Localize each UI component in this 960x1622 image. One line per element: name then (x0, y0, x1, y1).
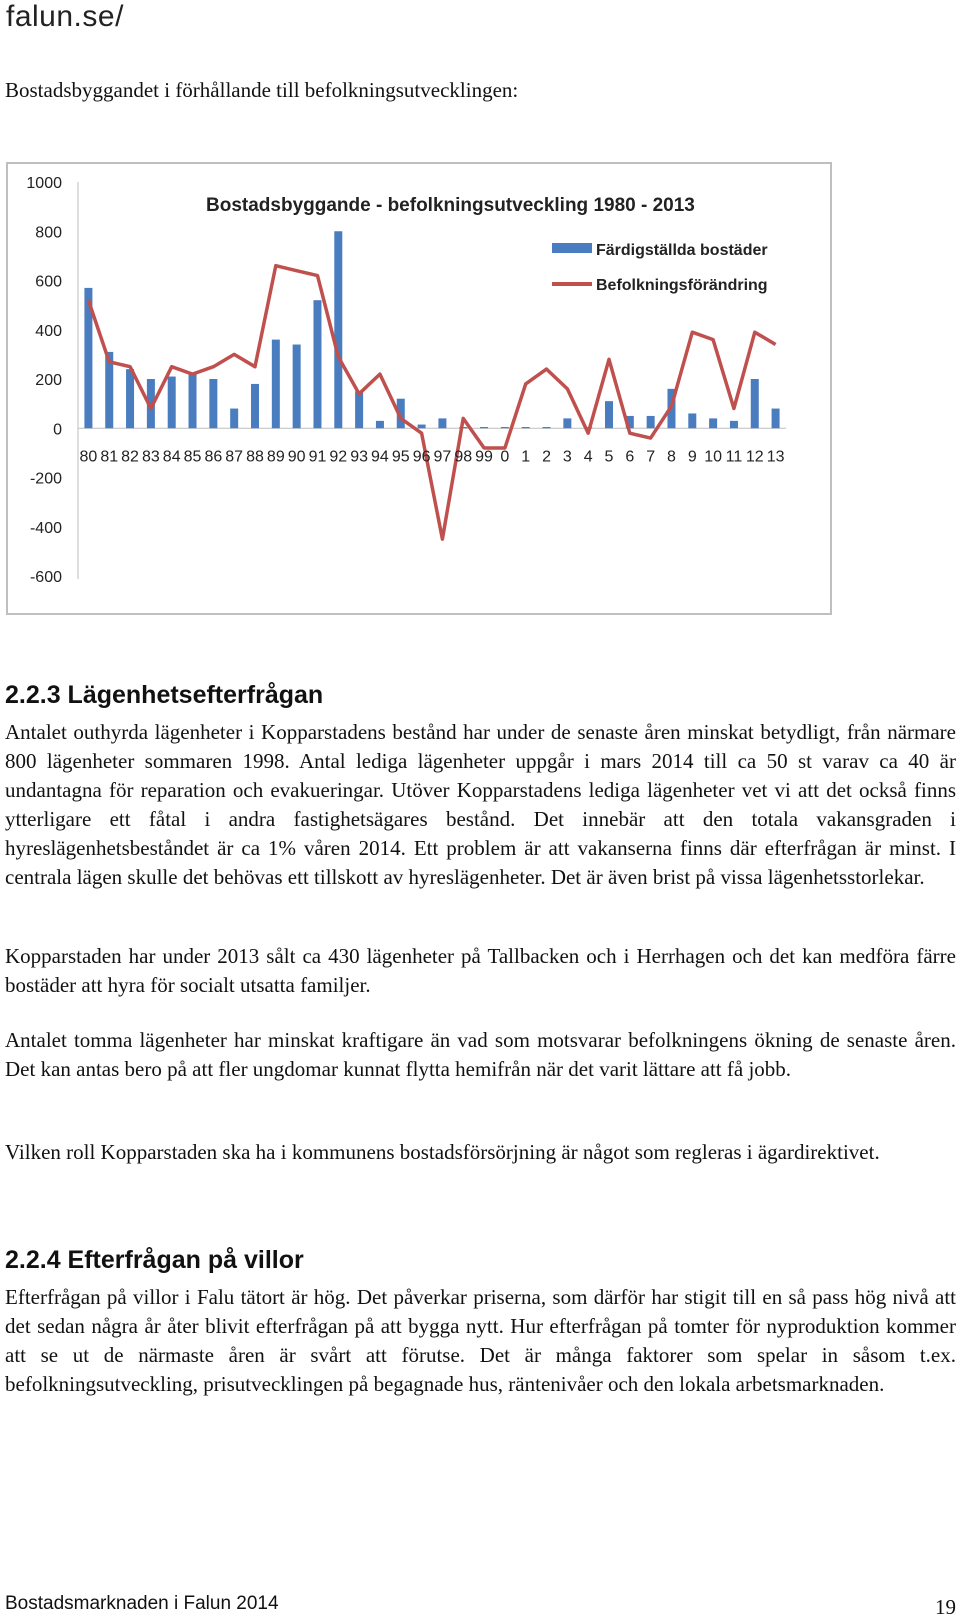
bar-99 (480, 427, 488, 428)
x-tick-label: 84 (162, 448, 181, 466)
x-tick-label: 93 (350, 448, 369, 466)
bar-5 (605, 401, 613, 428)
x-tick-label: 5 (604, 448, 614, 466)
y-tick-label: 800 (35, 224, 62, 242)
paragraph-vakanser: Antalet outhyrda lägenheter i Kopparstadens bestånd har under de senaste åren minskat betydligt, från närmare 800 lägenheter sommaren 1998. Antal lediga lägenheter uppgår i mars 2014 till ca 50 st varav ca 40 är undantagna för reparation och evakueringar. Utöver Kopparstadens lediga lägenheter vet vi att det också finns ytterligare ett fåtal i andra fastighetsägares bestånd. Det innebär att den totala vakansgraden i hyreslägenhetsbeståndet är ca 1% våren 2014. Ett problem är att vakanserna finns där efterfrågan är minst. I centrala lägen skulle det behövas ett tillskott av hyreslägenheter. Det är även brist på vissa lägenhetsstorlekar. (5, 720, 956, 889)
bar-94 (376, 421, 384, 428)
x-tick-label: 99 (475, 448, 493, 466)
x-tick-label: 91 (308, 448, 327, 466)
bar-10 (709, 418, 717, 428)
bar-11 (730, 421, 738, 428)
bar-13 (772, 409, 780, 429)
bar-90 (293, 345, 301, 429)
y-tick-label: 400 (35, 322, 62, 340)
y-tick-label: 200 (35, 372, 62, 389)
bar-7 (647, 416, 655, 428)
x-tick-label: 10 (704, 448, 723, 466)
bar-89 (272, 340, 280, 429)
bar-92 (334, 231, 342, 428)
x-tick-label: 6 (625, 448, 635, 466)
bar-93 (355, 391, 363, 428)
y-tick-label: -400 (29, 519, 62, 537)
x-tick-label: 81 (100, 448, 119, 466)
bar-1 (522, 427, 530, 428)
bar-0 (501, 427, 509, 428)
x-tick-label: 92 (329, 448, 348, 466)
x-tick-label: 1 (521, 448, 531, 466)
chart-title: Bostadsbyggande - befolkningsutveckling 1980 - 2013 (206, 195, 695, 216)
x-tick-label: 8 (667, 448, 676, 466)
paragraph-tomma-lagenheter: Antalet tomma lägenheter har minskat kraftigare än vad som motsvarar befolkningens ökning de senaste åren. Det kan antas bero på att fler ungdomar kunnat flytta hemifrån när det varit lättare att få jobb. (5, 1028, 956, 1081)
x-tick-label: 89 (266, 448, 285, 466)
chart-intro-text: Bostadsbyggandet i förhållande till befolkningsutvecklingen: (5, 78, 519, 102)
bar-12 (751, 379, 759, 428)
footer-document-title: Bostadsmarknaden i Falun 2014 (5, 1593, 279, 1614)
x-tick-label: 85 (183, 448, 202, 466)
x-tick-label: 7 (646, 448, 656, 466)
bar-91 (313, 300, 321, 428)
x-tick-label: 90 (287, 448, 306, 466)
y-tick-label: 600 (35, 273, 62, 291)
y-tick-label: -200 (29, 470, 62, 488)
paragraph-agardirektiv: Vilken roll Kopparstaden ska ha i kommunens bostadsförsörjning är något som regleras i ägardirektivet. (5, 1140, 880, 1164)
legend-line-label: Befolkningsförändring (596, 277, 768, 294)
x-tick-label: 87 (225, 448, 244, 466)
x-tick-label: 3 (562, 448, 572, 466)
bar-3 (563, 418, 571, 428)
y-tick-label: 1000 (26, 175, 62, 192)
x-tick-label: 96 (412, 448, 431, 466)
bar-86 (209, 379, 217, 428)
x-tick-label: 13 (766, 448, 785, 466)
bar-9 (688, 413, 696, 428)
x-tick-label: 80 (79, 448, 98, 466)
bar-2 (543, 427, 551, 428)
x-tick-label: 0 (500, 448, 510, 466)
x-tick-label: 9 (687, 448, 697, 466)
page-number: 19 (935, 1595, 956, 1619)
legend-bar-swatch (552, 243, 592, 253)
bar-88 (251, 384, 259, 428)
x-tick-label: 83 (141, 448, 160, 466)
paragraph-villor: Efterfrågan på villor i Falu tätort är hög. Det påverkar priserna, som därför har stigit till en så pass hög nivå att det sedan några år åter blivit efterfrågan på att bygga nytt. Hur efterfrågan på tomter för nyproduktion kommer att se ut de närmaste åren är svårt att förutse. Det är många faktorer som spelar in såsom t.ex. befolkningsutveckling, prisutvecklingen på begagnade hus, räntenivåer och den lokala arbetsmarknaden. (5, 1285, 956, 1396)
section-heading-lagenhetsefterfragan: 2.2.3 Lägenhetsefterfrågan (5, 681, 324, 709)
bar-87 (230, 409, 238, 429)
bar-85 (189, 374, 197, 428)
chart-svg (8, 164, 830, 613)
x-tick-label: 11 (725, 448, 743, 466)
bar-96 (418, 425, 426, 429)
bar-97 (438, 418, 446, 428)
x-tick-label: 12 (745, 448, 764, 466)
site-logo[interactable]: falun.se/ (6, 0, 124, 33)
y-tick-label: 0 (53, 421, 62, 439)
y-tick-label: -600 (29, 569, 62, 586)
bar-82 (126, 369, 134, 428)
x-tick-label: 95 (391, 448, 410, 466)
x-tick-label: 88 (246, 448, 264, 466)
bar-84 (168, 377, 176, 429)
x-tick-label: 98 (454, 448, 473, 466)
section-heading-villor: 2.2.4 Efterfrågan på villor (5, 1246, 304, 1274)
legend-bar-label: Färdigställda bostäder (596, 242, 768, 259)
x-tick-label: 4 (583, 448, 593, 466)
x-tick-label: 86 (204, 448, 223, 466)
paragraph-kopparstaden-forsaljning: Kopparstaden har under 2013 sålt ca 430 lägenheter på Tallbacken och i Herrhagen och det kan medföra färre bostäder att hyra för socialt utsatta familjer. (5, 944, 956, 997)
x-tick-label: 2 (542, 448, 551, 466)
x-tick-label: 94 (371, 448, 389, 466)
housing-population-chart (6, 162, 832, 615)
x-tick-label: 97 (433, 448, 452, 466)
x-tick-label: 82 (121, 448, 139, 466)
